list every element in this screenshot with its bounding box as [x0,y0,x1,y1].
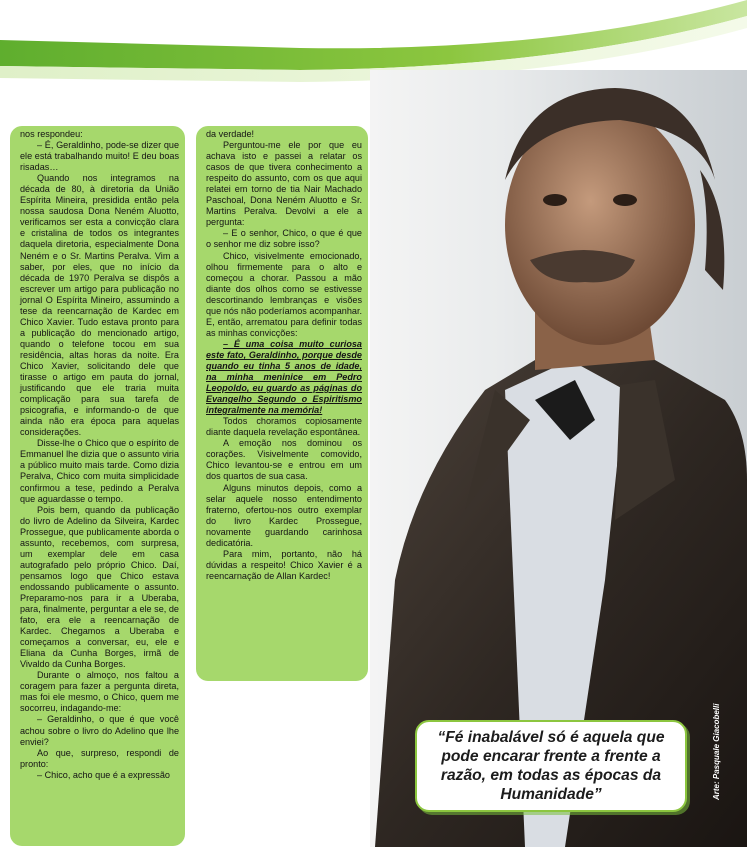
paragraph: Todos choramos copiosamente diante daquela revelação espontânea. [206,416,362,438]
paragraph: A emoção nos dominou os corações. Visivelmente comovido, Chico levantou-se e entrou em um dos quartos de sua casa. [206,438,362,482]
article-column-2 [196,126,368,681]
paragraph: – É, Geraldinho, pode-se dizer que ele está trabalhando muito! E deu boas risadas… [20,140,179,173]
pull-quote-text: “Fé inabalável só é aquela que pode encarar frente a frente a razão, em todas as épocas da Humanidade” [437,729,665,803]
paragraph: Quando nos integramos na década de 80, à diretoria da União Espírita Mineira, presidida então pela nossa saudosa Dona Neném Aluotto, verificamos ser esta a convicção clara e cristalina de todos os integrantes daquela diretoria, especialmente Dona Neném e o Sr. Martins Peralva. Vim a saber, por eles, que no início da década de 1970 Peralva se dispôs a escrever um artigo para publicação no jornal O Espírita Mineiro, assumindo a tese da reencarnação de Kardec em Chico Xavier. Tudo estava pronto para a publicação do mencionado artigo, quando o telefone tocou em sua residência, altas horas da noite. Era Chico Xavier, solicitando dele que tirasse o artigo em pauta do jornal, justificando que ele traria muita complicação para sua tarefa de psicografia, e informando-o de que ainda não era época para aquelas considerações. [20,173,179,438]
emphasized-quote-paragraph: – É uma coisa muito curiosa este fato, Geraldinho, porque desde quando eu tinha 5 anos de idade, na minha meninice em Pedro Leopoldo, eu guardo as páginas do Evangelho Segundo o Espiritismo integralmente na memória! [206,338,362,416]
paragraph: Alguns minutos depois, como a selar aquele nosso entendimento fraterno, ofertou-nos outro exemplar do livro Kardec Prossegue, novamente guardando carinhosa dedicatória. [206,482,362,548]
paragraph: – Chico, acho que é a expressão [37,769,170,780]
paragraph: da verdade! [206,129,255,139]
paragraph: nos respondeu: [20,129,83,139]
article-column-1 [10,126,185,846]
art-credit: Arte: Pasquale Giacobelli [712,703,721,800]
paragraph: – Geraldinho, o que é que você achou sobre o livro do Adelino que lhe enviei? [20,714,179,747]
paragraph: Chico, visivelmente emocionado, olhou firmemente para o alto e começou a chorar. Passou a mão diante dos olhos como se estivesse descortinando lembranças e visões que nós não poderíamos acompanhar. E, então, arrematou para definir todas as minhas convicções: [206,250,362,338]
paragraph: Ao que, surpreso, respondi de pronto: [20,747,179,769]
paragraph: Para mim, portanto, não há dúvidas a respeito! Chico Xavier é a reencarnação de Allan Kardec! [206,548,362,581]
paragraph: Perguntou-me ele por que eu achava isto e passei a relatar os casos de que tivera conhecimento a respeito do assunto, com os que aqui relatei em torno de tia Nair Machado Paschoal, Dona Neném Aluotto e Sr. Martins Peralva. Devolvi a ele a pergunta: [206,140,362,228]
paragraph: – E o senhor, Chico, o que é que o senhor me diz sobre isso? [206,228,362,250]
paragraph: Durante o almoço, nos faltou a coragem para fazer a pergunta direta, mas foi ele mesmo, o Chico, quem me socorreu, indagando-me: [20,670,179,714]
pull-quote-box [415,720,687,812]
paragraph: Pois bem, quando da publicação do livro de Adelino da Silveira, Kardec Prossegue, que publicamente aborda o assunto, recebemos, com surpresa, um exemplar dele em casa autografado pelo próprio Chico. Daí, pensamos logo que Chico estava endossando publicamente o assunto. Preparamo-nos para ir a Uberaba, para, finalmente, perguntar a ele se, de fato, era ele a reencarnação de Kardec. Chegamos a Uberaba e começamos a conversar, eu, ele e Eliana da Cunha Borges, irmã de Vivaldo da Cunha Borges. [20,504,179,670]
paragraph: Disse-lhe o Chico que o espírito de Emmanuel lhe dizia que o assunto viria a público muito mais tarde. Como dizia Peralva, Chico com muita simplicidade confirmou a tese, pedindo a Peralva que aguardasse o tempo. [20,438,179,504]
